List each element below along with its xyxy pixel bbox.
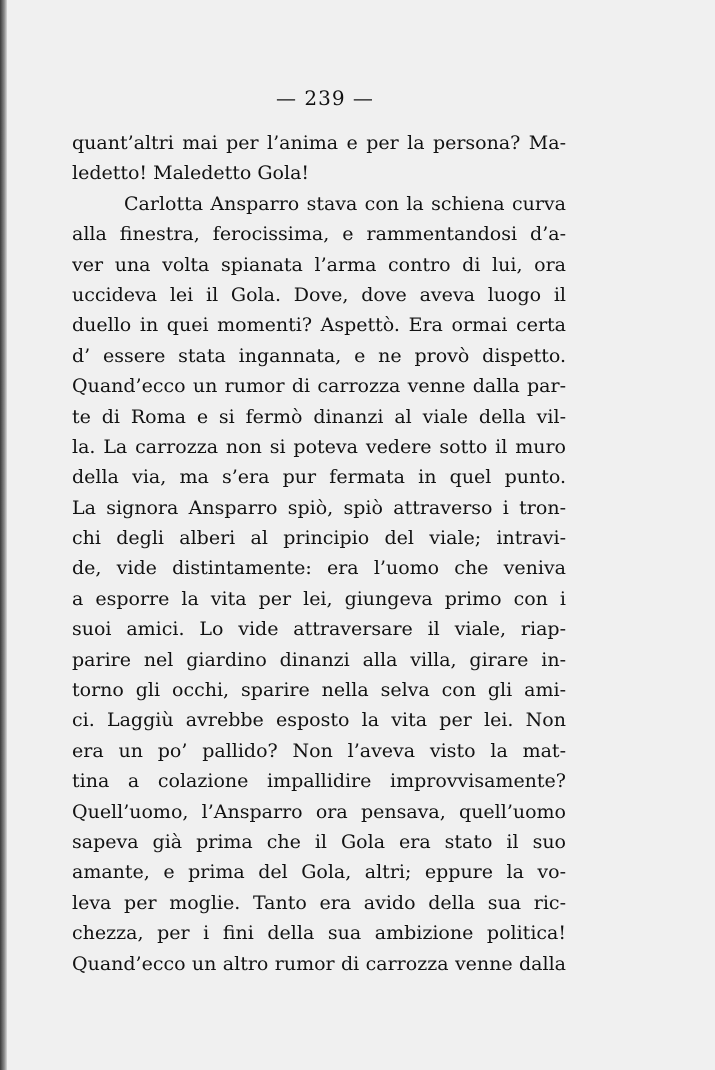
- text-line: ledetto! Maledetto Gola!: [72, 162, 310, 185]
- text-line: la. La carrozza non si poteva vedere sotto il muro: [72, 435, 566, 458]
- text-line: de, vide distintamente: era l’uomo che veniva: [72, 557, 566, 580]
- text-line: amante, e prima del Gola, altri; eppure la vo-: [72, 861, 566, 884]
- text-line: d’ essere stata ingannata, e ne provò dispetto.: [72, 344, 566, 367]
- text-line: suoi amici. Lo vide attraversare il viale, riap-: [72, 618, 566, 641]
- text-line: della via, ma s’era pur fermata in quel punto.: [72, 466, 566, 489]
- text-line: chezza, per i fini della sua ambizione politica!: [72, 922, 566, 945]
- text-line: Quand’ecco un rumor di carrozza venne dalla par-: [72, 375, 566, 398]
- text-line: Quell’uomo, l’Ansparro ora pensava, quell’uomo: [72, 800, 566, 823]
- text-line: ci. Laggiù avrebbe esposto la vita per lei. Non: [72, 709, 566, 732]
- text-line: tina a colazione impallidire improvvisamente?: [72, 770, 566, 793]
- text-line: torno gli occhi, sparire nella selva con gli ami-: [72, 679, 566, 702]
- text-line: leva per moglie. Tanto era avido della sua ric-: [72, 891, 566, 914]
- text-line: La signora Ansparro spiò, spiò attraverso i tron-: [72, 496, 566, 519]
- text-line: quant’altri mai per l’anima e per la persona? Ma-: [72, 132, 566, 154]
- text-line: a esporre la vita per lei, giungeva primo con i: [72, 587, 566, 610]
- text-line: parire nel giardino dinanzi alla villa, girare in-: [72, 648, 566, 671]
- text-line: uccideva lei il Gola. Dove, dove aveva luogo il: [72, 283, 566, 306]
- text-line: era un po’ pallido? Non l’aveva visto la mat-: [72, 739, 566, 762]
- binding-edge: [0, 0, 7, 1070]
- text-line: te di Roma e si fermò dinanzi al viale della vil-: [72, 405, 566, 428]
- text-line: duello in quei momenti? Aspettò. Era ormai certa: [72, 314, 566, 337]
- text-line: chi degli alberi al principio del viale; intravi-: [72, 527, 566, 550]
- text-line: Carlotta Ansparro stava con la schiena curva: [124, 192, 566, 215]
- text-line: sapeva già prima che il Gola era stato il suo: [72, 830, 566, 853]
- text-line: Quand’ecco un altro rumor di carrozza venne dalla: [72, 952, 566, 975]
- page-number: — 239 —: [276, 86, 374, 110]
- text-line: ver una volta spianata l’arma contro di lui, ora: [72, 253, 566, 276]
- body-text: [72, 128, 566, 979]
- text-line: alla finestra, ferocissima, e rammentandosi d’a-: [72, 223, 566, 246]
